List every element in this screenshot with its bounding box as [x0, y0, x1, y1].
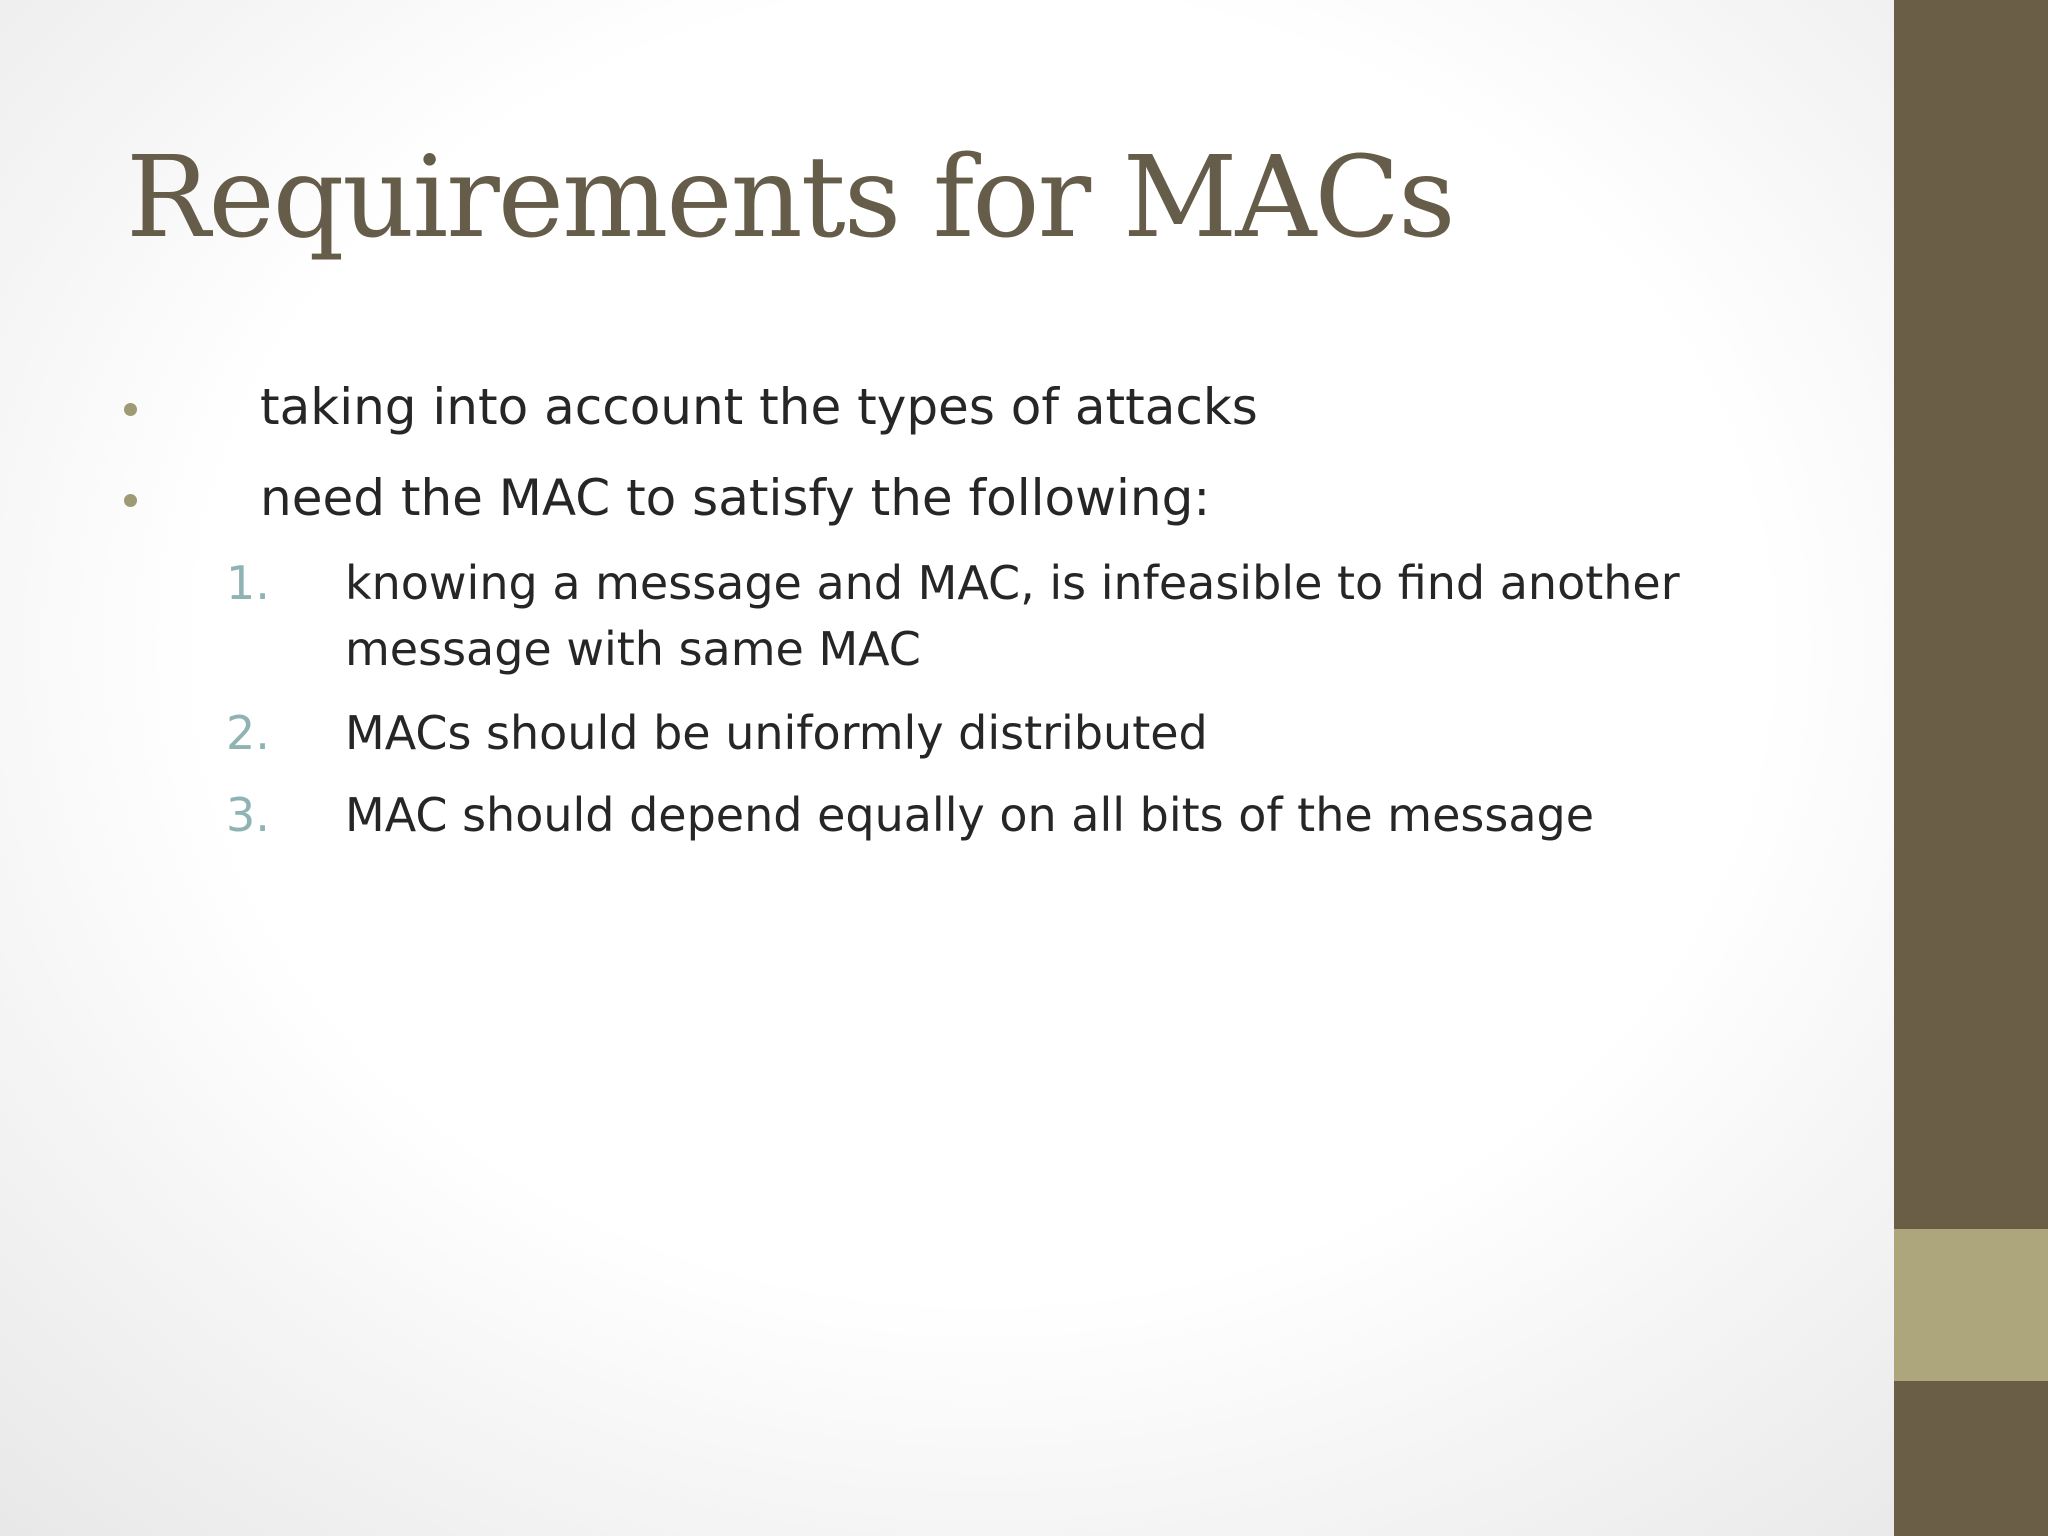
bullet-text: need the MAC to satisfy the following: [260, 469, 1211, 527]
slide-title: Requirements for MACs [126, 133, 1454, 263]
numbered-text: knowing a message and MAC, is infeasible to find another message with same MAC [345, 556, 1680, 676]
bullet-item [0, 463, 1880, 533]
numbered-item [0, 700, 1880, 766]
numbered-item [0, 782, 1880, 848]
numbered-text: MAC should depend equally on all bits of the message [345, 788, 1595, 842]
number-marker: 1. [226, 556, 270, 610]
bullet-item [0, 372, 1880, 442]
bullet-dot-icon [124, 403, 137, 416]
numbered-item [0, 550, 1880, 682]
bullet-dot-icon [124, 494, 137, 507]
side-accent-block [1894, 1229, 2048, 1381]
numbered-text: MACs should be uniformly distributed [345, 706, 1208, 760]
bullet-text: taking into account the types of attacks [260, 378, 1258, 436]
number-marker: 3. [226, 788, 270, 842]
number-marker: 2. [226, 706, 270, 760]
